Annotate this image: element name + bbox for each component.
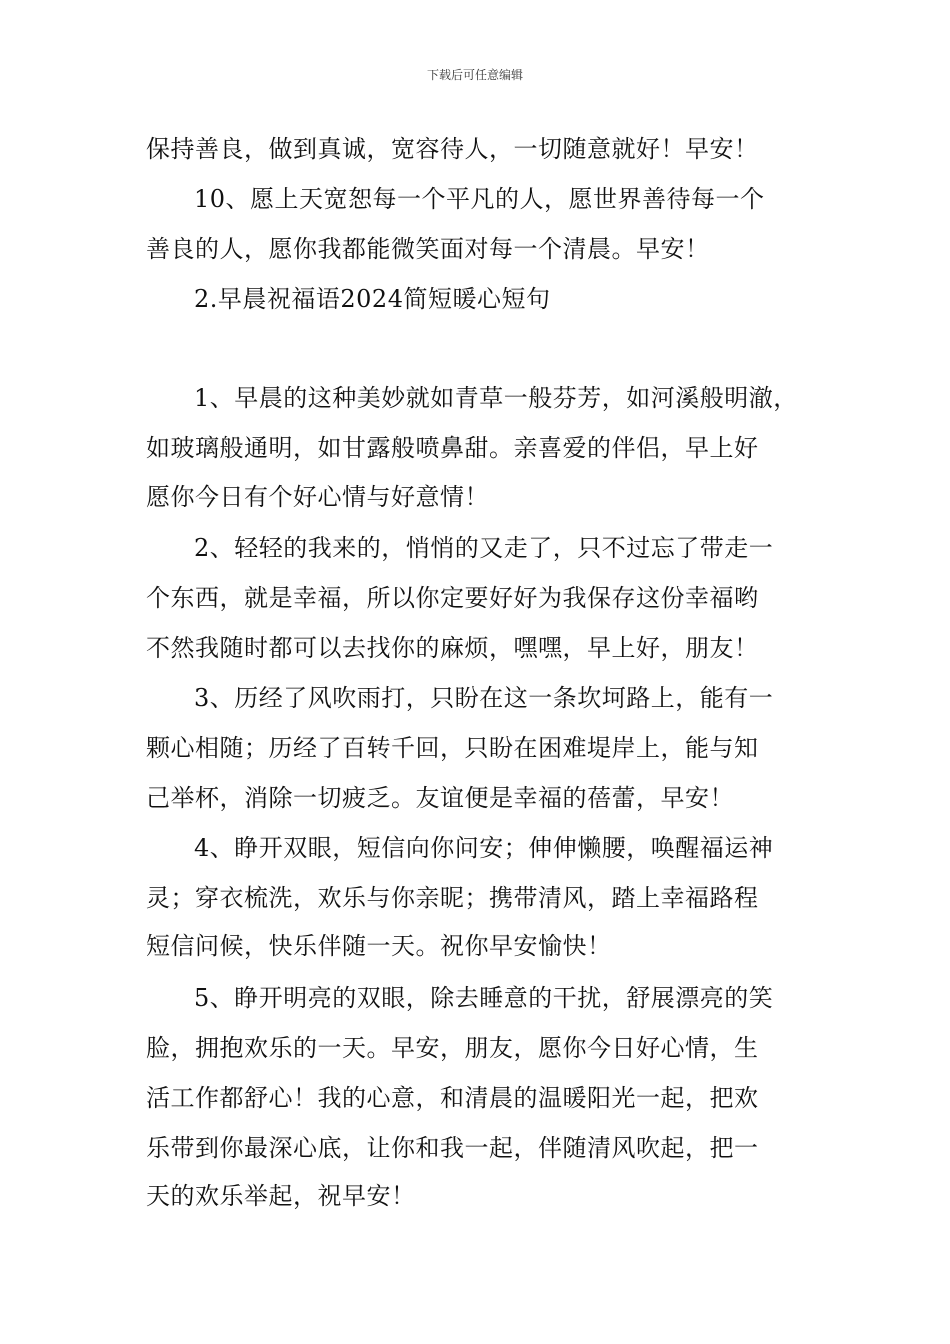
paragraph-4-line: 4、睁开双眼，短信向你问安；伸伸懒腰，唤醒福运神 (194, 834, 774, 862)
section-heading: 2.早晨祝福语2024简短暖心短句 (194, 285, 551, 313)
paragraph-5-line: 5、睁开明亮的双眼，除去睡意的干扰，舒展漂亮的笑 (194, 984, 774, 1012)
text-line: 短信问候，快乐伴随一天。祝你早安愉快！ (146, 932, 612, 960)
text-line: 脸，拥抱欢乐的一天。早安，朋友，愿你今日好心情，生 (146, 1034, 759, 1062)
paragraph-3-line: 3、历经了风吹雨打，只盼在这一条坎坷路上，能有一 (194, 684, 774, 712)
text-line: 天的欢乐举起，祝早安！ (146, 1182, 416, 1210)
paragraph-2-line: 2、轻轻的我来的，悄悄的又走了，只不过忘了带走一 (194, 534, 774, 562)
text-line: 如玻璃般通明，如甘露般喷鼻甜。亲喜爱的伴侣，早上好 (146, 434, 759, 462)
text-line: 己举杯，消除一切疲乏。友谊便是幸福的蓓蕾，早安！ (146, 784, 734, 812)
text-line: 善良的人，愿你我都能微笑面对每一个清晨。早安！ (146, 235, 710, 263)
text-line: 不然我随时都可以去找你的麻烦，嘿嘿，早上好，朋友！ (146, 634, 759, 662)
text-line: 愿你今日有个好心情与好意情！ (146, 483, 489, 511)
text-line: 保持善良，做到真诚，宽容待人，一切随意就好！早安！ (146, 135, 759, 163)
text-line: 颗心相随；历经了百转千回，只盼在困难堤岸上，能与知 (146, 734, 759, 762)
page-header: 下载后可任意编辑 (426, 68, 523, 82)
text-line: 灵；穿衣梳洗，欢乐与你亲昵；携带清风，踏上幸福路程 (146, 884, 759, 912)
text-line: 活工作都舒心！我的心意，和清晨的温暖阳光一起，把欢 (146, 1084, 759, 1112)
text-line: 个东西，就是幸福，所以你定要好好为我保存这份幸福哟 (146, 584, 759, 612)
paragraph-10-line: 10、愿上天宽恕每一个平凡的人，愿世界善待每一个 (194, 185, 765, 213)
paragraph-1-line: 1、早晨的这种美妙就如青草一般芬芳，如河溪般明澈， (194, 384, 798, 412)
text-line: 乐带到你最深心底，让你和我一起，伴随清风吹起，把一 (146, 1134, 759, 1162)
